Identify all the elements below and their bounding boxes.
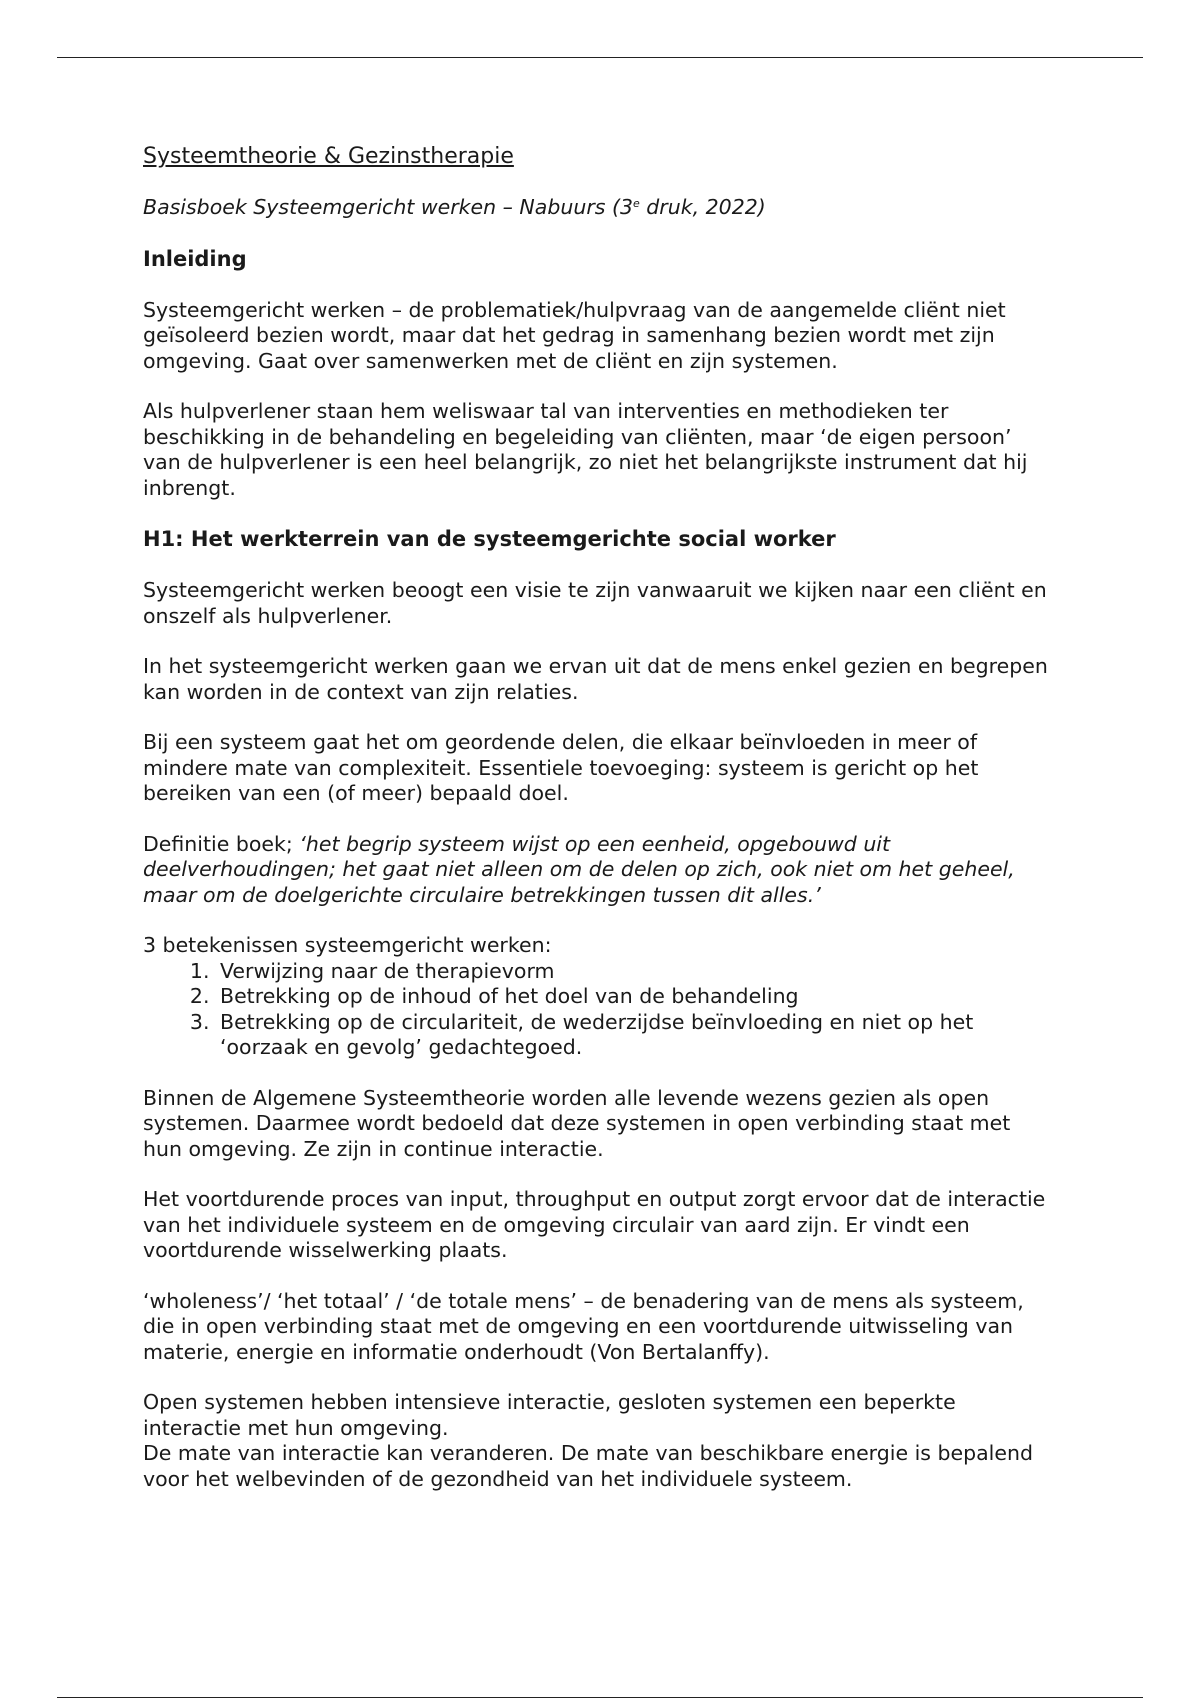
- list-item: 2. Betrekking op de inhoud of het doel van de behandeling: [216, 984, 1053, 1010]
- document-title: Systeemtheorie & Gezinstherapie: [143, 144, 514, 169]
- paragraph: In het systeemgericht werken gaan we ervan uit dat de mens enkel gezien en begrepen kan worden in de context van zijn relaties.: [143, 654, 1048, 704]
- document-body: [143, 143, 1053, 1517]
- meanings-list: [143, 959, 1053, 1061]
- definition-paragraph: [143, 832, 1053, 909]
- list-item: 3. Betrekking op de circulariteit, de wederzijdse beïnvloeding en niet op het ‘oorzaak en gevolg’ gedachtegoed.: [216, 1010, 1053, 1061]
- heading-inleiding: Inleiding: [143, 246, 247, 271]
- subtitle-superscript: e: [633, 197, 640, 210]
- paragraph: Als hulpverlener staan hem weliswaar tal van interventies en methodieken ter beschikking in de behandeling en begeleiding van cliënten, maar ‘de eigen persoon’ van de hulpverlener is een heel belangrijk, zo niet het belangrijkste instrument dat hij inbrengt.: [143, 399, 1028, 500]
- paragraph: ‘wholeness’/ ‘het totaal’ / ‘de totale mens’ – de benadering van de mens als systeem, die in open verbinding staat met de omgeving en een voortdurende uitwisseling van materie, energie en informatie onderhoudt (Von Bertalanffy).: [143, 1288, 1024, 1364]
- paragraph: Binnen de Algemene Systeemtheorie worden alle levende wezens gezien als open systemen. Daarmee wordt bedoeld dat deze systemen in open verbinding staat met hun omgeving. Ze zijn in continue interactie.: [143, 1085, 1011, 1161]
- paragraph: Bij een systeem gaat het om geordende delen, die elkaar beïnvloeden in meer of mindere mate van complexiteit. Essentiele toevoeging: systeem is gericht op het bereiken van een (of meer) bepaald doel.: [143, 730, 979, 805]
- subtitle-text-end: druk, 2022): [639, 195, 766, 219]
- list-intro: 3 betekenissen systeemgericht werken:: [143, 933, 552, 957]
- paragraph: Open systemen hebben intensieve interactie, gesloten systemen een beperkte interactie met hun omgeving.: [143, 1390, 956, 1440]
- page-bottom-rule: [57, 1697, 1143, 1698]
- paragraph: De mate van interactie kan veranderen. De mate van beschikbare energie is bepalend voor het welbevinden of de gezondheid van het individuele systeem.: [143, 1441, 1033, 1491]
- page-top-rule: [57, 57, 1143, 58]
- paragraph: Het voortdurende proces van input, throughput en output zorgt ervoor dat de interactie van het individuele systeem en de omgeving circulair van aard zijn. Er vindt een voortdurende wisselwerking plaats.: [143, 1187, 1046, 1262]
- paragraph: Systeemgericht werken beoogt een visie te zijn vanwaaruit we kijken naar een cliënt en onszelf als hulpverlener.: [143, 578, 1047, 628]
- definition-label: Definitie boek;: [143, 831, 300, 856]
- subtitle-text: Basisboek Systeemgericht werken – Nabuurs (3: [143, 195, 633, 219]
- paragraph: Systeemgericht werken – de problematiek/hulpvraag van de aangemelde cliënt niet geïsoleerd bezien wordt, maar dat het gedrag in samenhang bezien wordt met zijn omgeving. Gaat over samenwerken met de cliënt en zijn systemen.: [143, 297, 1006, 373]
- definition-quote: ‘het begrip systeem wijst op een eenheid, opgebouwd uit deelverhoudingen; het gaat niet alleen om de delen op zich, ook niet om het geheel, maar om de doelgerichte circulaire betrekkingen tussen dit alles.’: [143, 831, 1015, 907]
- heading-h1: H1: Het werkterrein van de systeemgerichte social worker: [143, 527, 836, 551]
- document-subtitle: [143, 195, 1053, 221]
- list-item: 1. Verwijzing naar de therapievorm: [216, 959, 1053, 985]
